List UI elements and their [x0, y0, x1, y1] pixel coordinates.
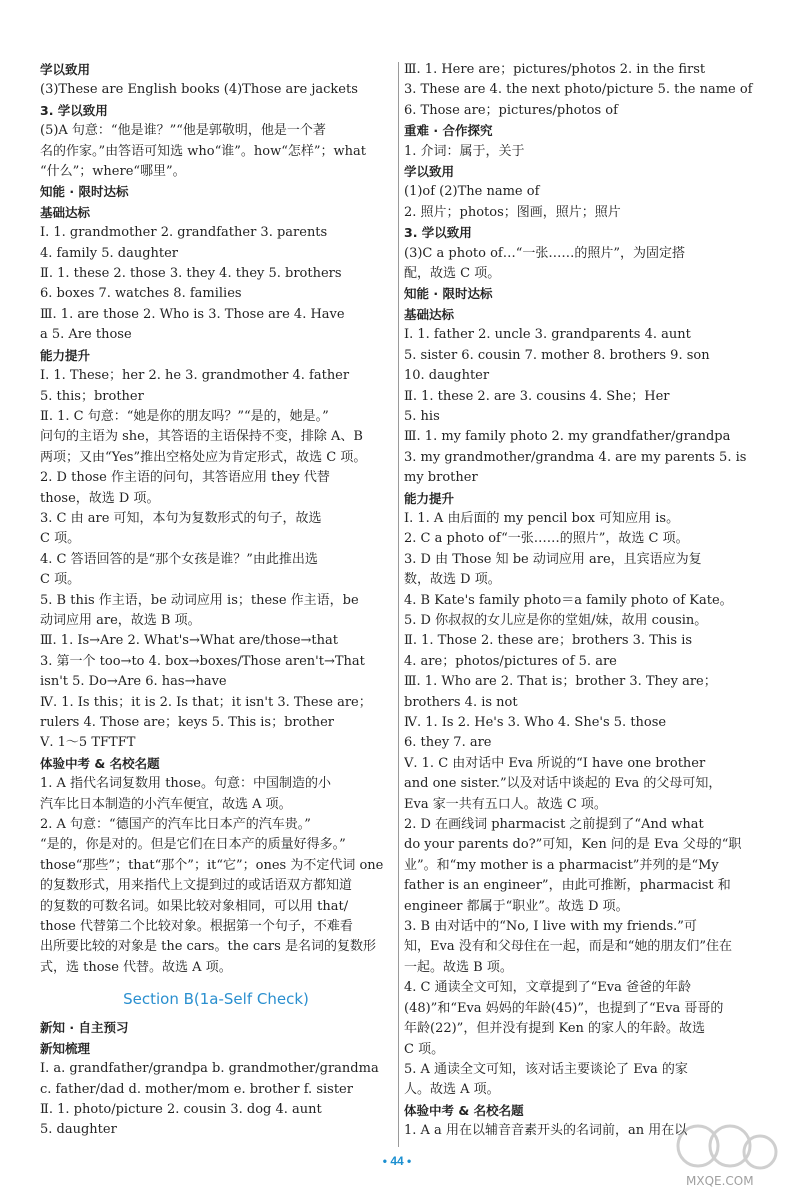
answer-line: Ⅰ. 1. These；her 2. he 3. grandmother 4. father: [40, 368, 350, 384]
answer-line: 6. they 7. are: [404, 735, 492, 751]
answer-line: Ⅱ. 1. these 2. those 3. they 4. they 5. brothers: [40, 266, 342, 282]
answer-line: 出所要比较的对象是 the cars。the cars 是名词的复数形: [40, 939, 376, 955]
answer-line: C 项。: [40, 531, 81, 547]
answer-line: Ⅴ. 1. C 由对话中 Eva 所说的“I have one brother: [404, 755, 706, 771]
answer-line: 3. D 由 Those 知 be 动词应用 are，且宾语应为复: [404, 551, 702, 567]
answer-line: 数，故选 D 项。: [404, 572, 501, 588]
section-heading: 3. 学以致用: [404, 225, 472, 241]
answer-line: 4. C 通读全文可知，文章提到了“Eva 爸爸的年龄: [404, 980, 691, 996]
answer-line: those，故选 D 项。: [40, 490, 160, 506]
section-heading: 3. 学以致用: [40, 102, 108, 118]
answer-line: a 5. Are those: [40, 327, 132, 343]
answer-line: Ⅲ. 1. Here are；pictures/photos 2. in the first: [404, 62, 706, 77]
page-number: • 44 •: [382, 1154, 412, 1168]
answer-line: rulers 4. Those are；keys 5. This is；brother: [40, 715, 334, 730]
answer-line: Ⅳ. 1. Is this；it is 2. Is that；it isn't 3. These are；: [40, 694, 372, 710]
answer-line: brothers 4. is not: [404, 694, 518, 710]
answer-line: Ⅰ. 1. grandmother 2. grandfather 3. parents: [40, 225, 328, 241]
answer-line: 问句的主语为 she，其答语的主语保持不变，排除 A、B: [40, 429, 363, 445]
section-heading: 学以致用: [40, 62, 91, 77]
answer-line: 人。故选 A 项。: [404, 1082, 500, 1098]
section-title: Section B(1a-Self Check): [123, 990, 309, 1009]
answer-line: Ⅲ. 1. Is→Are 2. What's→What are/those→that: [40, 633, 338, 649]
answer-line: 式，选 those 代替。故选 A 项。: [40, 959, 232, 975]
answer-line: c. father/dad d. mother/mom e. brother f. sister: [40, 1081, 353, 1097]
section-heading: 基础达标: [40, 204, 91, 220]
answer-line: (3)C a photo of…“一张……的照片”，为固定搭: [404, 245, 686, 261]
answer-line: “是的，你是对的。但是它们在日本产的质量好得多。”: [40, 837, 346, 853]
watermark-text: MXQE.COM: [686, 1174, 754, 1188]
answer-line: father is an engineer”，由此可推断，pharmacist 和: [404, 878, 731, 894]
answer-line: 3. my grandmother/grandma 4. are my parents 5. is: [404, 449, 747, 465]
answer-line: Eva 家一共有五口人。故选 C 项。: [404, 796, 607, 812]
answer-line: Ⅰ. 1. father 2. uncle 3. grandparents 4. aunt: [404, 327, 691, 343]
answer-line: 4. are；photos/pictures of 5. are: [404, 653, 617, 669]
answer-line: my brother: [404, 470, 478, 486]
answer-line: 名的作家。”由答语可知选 who“谁”。how“怎样”；what: [40, 143, 366, 159]
answer-line: 5. B this 作主语，be 动词应用 is；these 作主语，be: [40, 592, 359, 608]
answer-line: 3. B 由对话中的“No, I live with my friends.”可: [404, 919, 697, 935]
section-heading: 体验中考 & 名校名题: [40, 755, 160, 771]
section-heading: 学以致用: [404, 164, 455, 180]
answer-line: 3. These are 4. the next photo/picture 5. the name of: [404, 82, 753, 98]
section-heading: 新知 · 自主预习: [40, 1020, 129, 1036]
answer-line: do your parents do?”可知，Ken 问的是 Eva 父母的“职: [404, 837, 742, 853]
answer-line: 5. A 通读全文可知，该对话主要谈论了 Eva 的家: [404, 1061, 688, 1077]
answer-line: 2. 照片；photos；图画，照片；照片: [404, 204, 621, 220]
answer-line: 年龄(22)”，但并没有提到 Ken 的家人的年龄。故选: [404, 1021, 706, 1037]
answer-line: 5. his: [404, 408, 440, 424]
answer-line: Ⅱ. 1. photo/picture 2. cousin 3. dog 4. aunt: [40, 1101, 322, 1117]
answer-line: C 项。: [40, 572, 81, 588]
section-heading: 知能 · 限时达标: [404, 286, 493, 302]
answer-line: 1. A 指代名词复数用 those。句意：中国制造的小: [40, 776, 331, 792]
answer-line: 业”。和“my mother is a pharmacist”并列的是“My: [404, 857, 719, 873]
answer-line: Ⅰ. 1. A 由后面的 my pencil box 可知应用 is。: [404, 510, 680, 526]
answer-line: 5. sister 6. cousin 7. mother 8. brothers 9. son: [404, 347, 710, 363]
section-heading: 知能 · 限时达标: [40, 184, 129, 200]
answer-line: Ⅲ. 1. my family photo 2. my grandfather/grandpa: [404, 429, 731, 445]
answer-line: 3. 第一个 too→to 4. box→boxes/Those aren't→That: [40, 653, 365, 669]
answer-line: 的复数形式，用来指代上文提到过的或话语双方都知道: [40, 878, 353, 894]
answer-line: 汽车比日本制造的小汽车便宜，故选 A 项。: [40, 796, 292, 812]
answer-line: 1. A a 用在以辅音音素开头的名词前，an 用在以: [404, 1123, 688, 1139]
answer-line: and one sister.”以及对话中谈起的 Eva 的父母可知，: [404, 776, 722, 792]
section-heading: 新知梳理: [40, 1040, 91, 1056]
answer-line: 5. D 你叔叔的女儿应是你的堂姐/妹，故用 cousin。: [404, 612, 708, 628]
answer-line: 1. 介词：属于，关于: [404, 143, 525, 159]
left-column: [40, 60, 392, 1141]
answer-line: 5. this；brother: [40, 388, 144, 404]
answer-line: 知，Eva 没有和父母住在一起，而是和“她的朋友们”住在: [404, 939, 733, 955]
answer-line: 的复数的可数名词。如果比较对象相同，可以用 that/: [40, 898, 349, 914]
answer-line: (5)A 句意：“他是谁？”“他是郭敬明，他是一个著: [40, 123, 326, 139]
answer-line: Ⅱ. 1. C 句意：“她是你的朋友吗？”“是的，她是。”: [40, 408, 329, 424]
answer-line: (48)”和“Eva 妈妈的年龄(45)”，也提到了“Eva 哥哥的: [404, 1000, 724, 1016]
answer-line: engineer 都属于“职业”。故选 D 项。: [404, 898, 629, 914]
answer-line: 5. daughter: [40, 1122, 117, 1138]
answer-line: isn't 5. Do→Are 6. has→have: [40, 674, 227, 690]
answer-line: 4. C 答语回答的是“那个女孩是谁？”由此推出选: [40, 551, 318, 567]
answer-line: Ⅱ. 1. Those 2. these are；brothers 3. This is: [404, 633, 693, 649]
answer-line: 10. daughter: [404, 368, 490, 384]
answer-line: 6. Those are；pictures/photos of: [404, 102, 618, 118]
answer-line: Ⅰ. a. grandfather/grandpa b. grandmother/grandma: [40, 1061, 379, 1077]
answer-line: 2. D 在画线词 pharmacist 之前提到了“And what: [404, 817, 704, 833]
section-heading: 重难 · 合作探究: [404, 123, 493, 139]
answer-line: Ⅱ. 1. these 2. are 3. cousins 4. She；Her: [404, 388, 670, 404]
answer-line: 2. D those 作主语的问句，其答语应用 they 代替: [40, 470, 330, 486]
section-heading: 能力提升: [40, 347, 91, 363]
answer-line: 3. C 由 are 可知，本句为复数形式的句子，故选: [40, 510, 322, 526]
answer-line: 2. A 句意：“德国产的汽车比日本产的汽车贵。”: [40, 817, 311, 833]
column-divider: [398, 62, 399, 1147]
answer-line: C 项。: [404, 1041, 445, 1057]
answer-line: Ⅲ. 1. are those 2. Who is 3. Those are 4. Have: [40, 306, 345, 322]
answer-line: 2. C a photo of“一张……的照片”，故选 C 项。: [404, 531, 689, 547]
answer-line: 4. family 5. daughter: [40, 245, 179, 261]
answer-line: 配，故选 C 项。: [404, 266, 501, 282]
answer-line: Ⅴ. 1～5 TFTFT: [40, 735, 136, 751]
answer-line: 一起。故选 B 项。: [404, 959, 513, 975]
answer-line: Ⅲ. 1. Who are 2. That is；brother 3. They are；: [404, 674, 717, 690]
right-column: [404, 60, 756, 1142]
section-heading: 能力提升: [404, 490, 455, 506]
answer-line: “什么”；where“哪里”。: [40, 164, 186, 180]
answer-line: those 代替第二个比较对象。根据第一个句子，不难看: [40, 919, 353, 935]
answer-line: (3)These are English books (4)Those are jackets: [40, 82, 358, 98]
section-heading: 基础达标: [404, 306, 455, 322]
answer-line: 动词应用 are，故选 B 项。: [40, 612, 201, 628]
answer-line: Ⅳ. 1. Is 2. He's 3. Who 4. She's 5. those: [404, 715, 667, 730]
section-heading: 体验中考 & 名校名题: [404, 1102, 524, 1118]
answer-line: 两项；又由“Yes”推出空格处应为肯定形式，故选 C 项。: [40, 449, 367, 465]
answer-line: 6. boxes 7. watches 8. families: [40, 286, 242, 302]
answer-line: those“那些”；that“那个”；it“它”；ones 为不定代词 one: [40, 857, 384, 873]
answer-line: (1)of (2)The name of: [404, 184, 540, 200]
answer-line: 4. B Kate's family photo＝a family photo of Kate。: [404, 592, 733, 608]
